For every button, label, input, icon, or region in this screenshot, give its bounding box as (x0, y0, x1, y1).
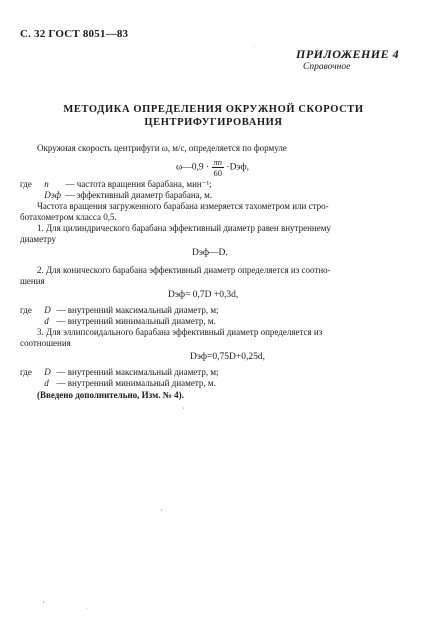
where-text: — частота вращения барабана, мин⁻¹; (65, 179, 212, 189)
appendix-title: ПРИЛОЖЕНИЕ 4 (296, 47, 400, 61)
where-text: — внутренний минимальный диаметр, м. (56, 378, 216, 388)
formula-cylindrical: Dэф—D. (192, 248, 228, 258)
where-text: — эффективный диаметр барабана, м. (65, 190, 213, 200)
amendment-note: (Введено дополнительно, Изм. № 4). (37, 390, 184, 400)
scan-speck: · (253, 44, 255, 50)
where-symbol: Dэф (44, 190, 61, 200)
formula-ellipsoidal: Dэф=0,75D+0,25d, (190, 352, 265, 362)
scan-speck: , (183, 404, 185, 410)
where-prefix: где (20, 305, 32, 315)
item-2-line-1: 2. Для конического барабана эффективный диаметр определяется из соотно- (37, 265, 331, 275)
where-item (20, 190, 212, 201)
formula-fraction (212, 157, 225, 178)
where-text: — внутренний максимальный диаметр, м; (56, 367, 219, 377)
scan-speck: · (86, 606, 88, 612)
where-text: — внутренний максимальный диаметр, м; (56, 305, 219, 315)
formula-circumferential-speed (176, 157, 249, 178)
where-item (20, 367, 219, 378)
where-symbol: n (44, 179, 49, 189)
speed-paragraph-line-1: Частота вращения загруженного барабана измеряется тахометром или стро- (37, 201, 329, 211)
where-symbol: D (44, 367, 51, 377)
where-symbol: D (44, 305, 51, 315)
section-heading-line-1: МЕТОДИКА ОПРЕДЕЛЕНИЯ ОКРУЖНОЙ СКОРОСТИ (63, 104, 364, 115)
appendix-subtitle: Справочное (303, 62, 351, 72)
scan-speck: , (43, 598, 45, 604)
where-prefix: где (20, 179, 32, 189)
where-item (20, 378, 216, 389)
where-prefix: где (20, 367, 32, 377)
formula-right: ·Dэф, (226, 162, 250, 173)
formula-left: ω—0,9 · (176, 162, 210, 173)
formula-conical: Dэф= 0,7D +0,3d, (168, 290, 239, 300)
item-1-line-1: 1. Для цилиндрического барабана эффективный диаметр равен внутреннему (37, 223, 331, 233)
fraction-denominator: 60 (213, 168, 223, 178)
speed-paragraph-line-2: ботахометром класса 0,5. (20, 212, 117, 222)
page-header: С. 32 ГОСТ 8051—83 (20, 28, 129, 40)
item-1-line-2: диаметру (20, 234, 57, 244)
fraction-numerator: πn (213, 157, 223, 167)
where-item (20, 305, 219, 316)
where-text: — внутренний минимальный диаметр, м. (56, 316, 216, 326)
item-3-line-2: соотношения (20, 338, 71, 348)
item-2-line-2: шения (20, 276, 45, 286)
scan-speck: , (161, 506, 163, 512)
where-item (20, 316, 216, 327)
where-symbol: d (44, 378, 49, 388)
where-item (20, 179, 212, 190)
intro-paragraph: Окружная скорость центрифуги ω, м/с, определяется по формуле (37, 143, 287, 153)
item-3-line-1: 3. Для эллипсоидального барабана эффективный диаметр определяется из (37, 327, 323, 337)
where-symbol: d (44, 316, 49, 326)
section-heading-line-2: ЦЕНТРИФУГИРОВАНИЯ (144, 117, 283, 128)
